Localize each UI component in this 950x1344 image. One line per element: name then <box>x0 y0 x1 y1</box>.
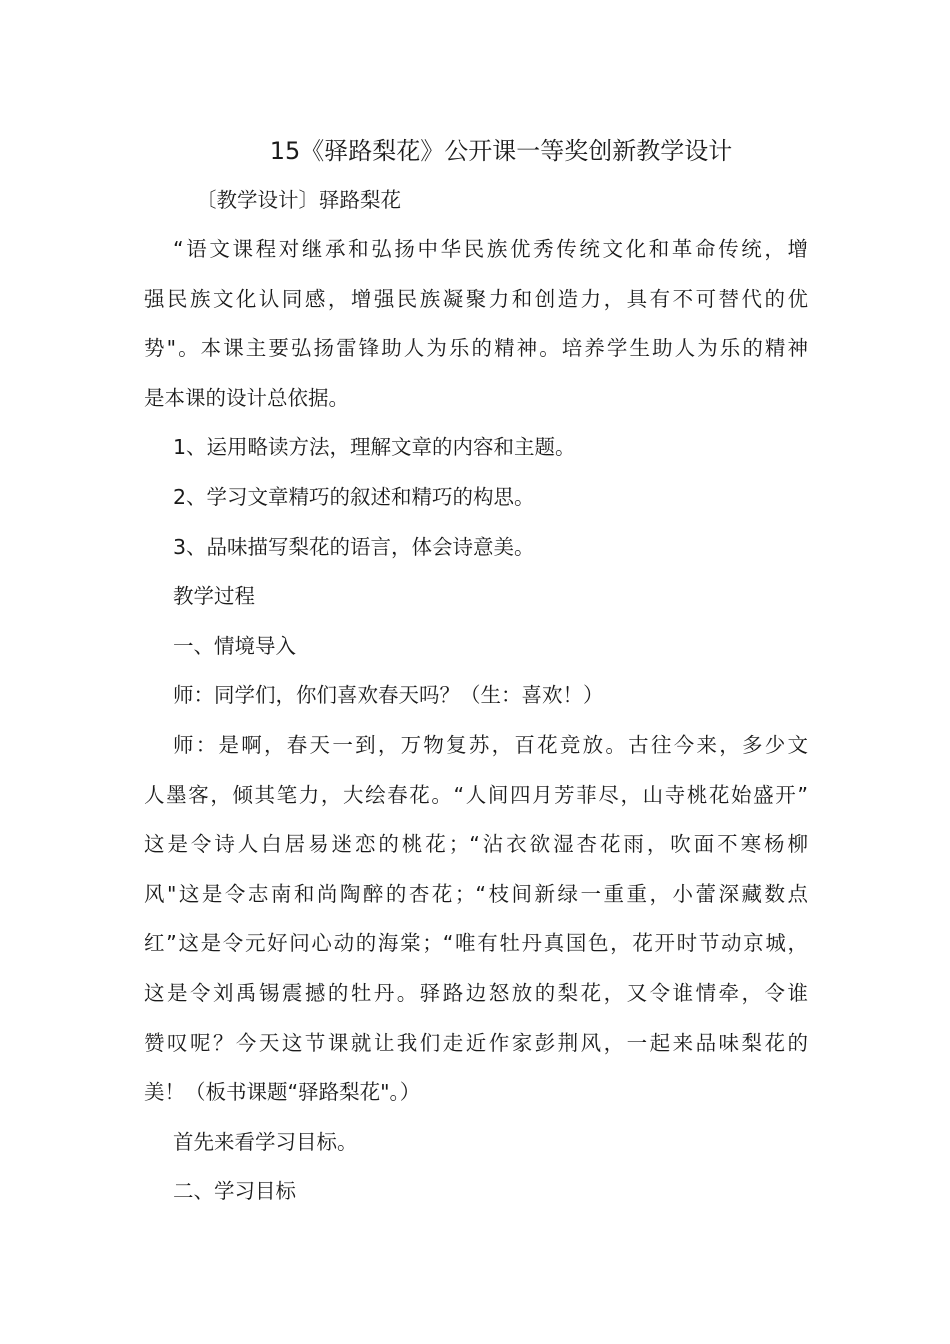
text-line: 2、学习文章精巧的叙述和精巧的构思。 <box>173 484 535 509</box>
text-line: 强民族文化认同感，增强民族凝聚力和创造力，具有不可替代的优 <box>144 286 808 311</box>
text-line: 教学过程 <box>173 584 255 609</box>
text-line: 师：同学们，你们喜欢春天吗？（生：喜欢！） <box>173 683 604 708</box>
text-line: “语文课程对继承和弘扬中华民族优秀传统文化和革命传统，增 <box>173 237 808 261</box>
text-line: 人墨客，倾其笔力，大绘春花。“人间四月芳菲尽，山寺桃花始盛开” <box>144 782 808 807</box>
text-line: 美！（板书课题“驿路梨花"。） <box>144 1080 421 1105</box>
text-line: 风"这是令志南和尚陶醉的杏花；“枝间新绿一重重，小蕾深藏数点 <box>144 881 808 906</box>
document-title: 15《驿路梨花》公开课一等奖创新教学设计 <box>269 137 733 165</box>
text-line: 一、情境导入 <box>173 633 296 658</box>
text-line: 3、品味描写梨花的语言，体会诗意美。 <box>173 534 535 559</box>
document-subtitle: 〔教学设计〕驿路梨花 <box>196 188 401 212</box>
text-line: 1、运用略读方法，理解文章的内容和主题。 <box>173 435 576 460</box>
text-line: 首先来看学习目标。 <box>173 1129 358 1154</box>
text-line: 这是令诗人白居易迷恋的桃花；“沾衣欲湿杏花雨，吹面不寒杨柳 <box>144 832 808 857</box>
text-line: 师：是啊，春天一到，万物复苏，百花竞放。古往今来，多少文 <box>173 732 808 757</box>
document-body <box>144 231 808 1223</box>
text-line: 赞叹呢？今天这节课就让我们走近作家彭荆风，一起来品味梨花的 <box>144 1030 808 1055</box>
text-line: 红”这是令元好问心动的海棠；“唯有牡丹真国色，花开时节动京城， <box>144 931 808 956</box>
text-line: 这是令刘禹锡震撼的牡丹。驿路边怒放的梨花，又令谁情牵，令谁 <box>144 980 808 1005</box>
text-line: 二、学习目标 <box>173 1179 296 1204</box>
text-line: 是本课的设计总依据。 <box>144 385 349 410</box>
text-line: 势"。本课主要弘扬雷锋助人为乐的精神。培养学生助人为乐的精神 <box>144 336 808 361</box>
